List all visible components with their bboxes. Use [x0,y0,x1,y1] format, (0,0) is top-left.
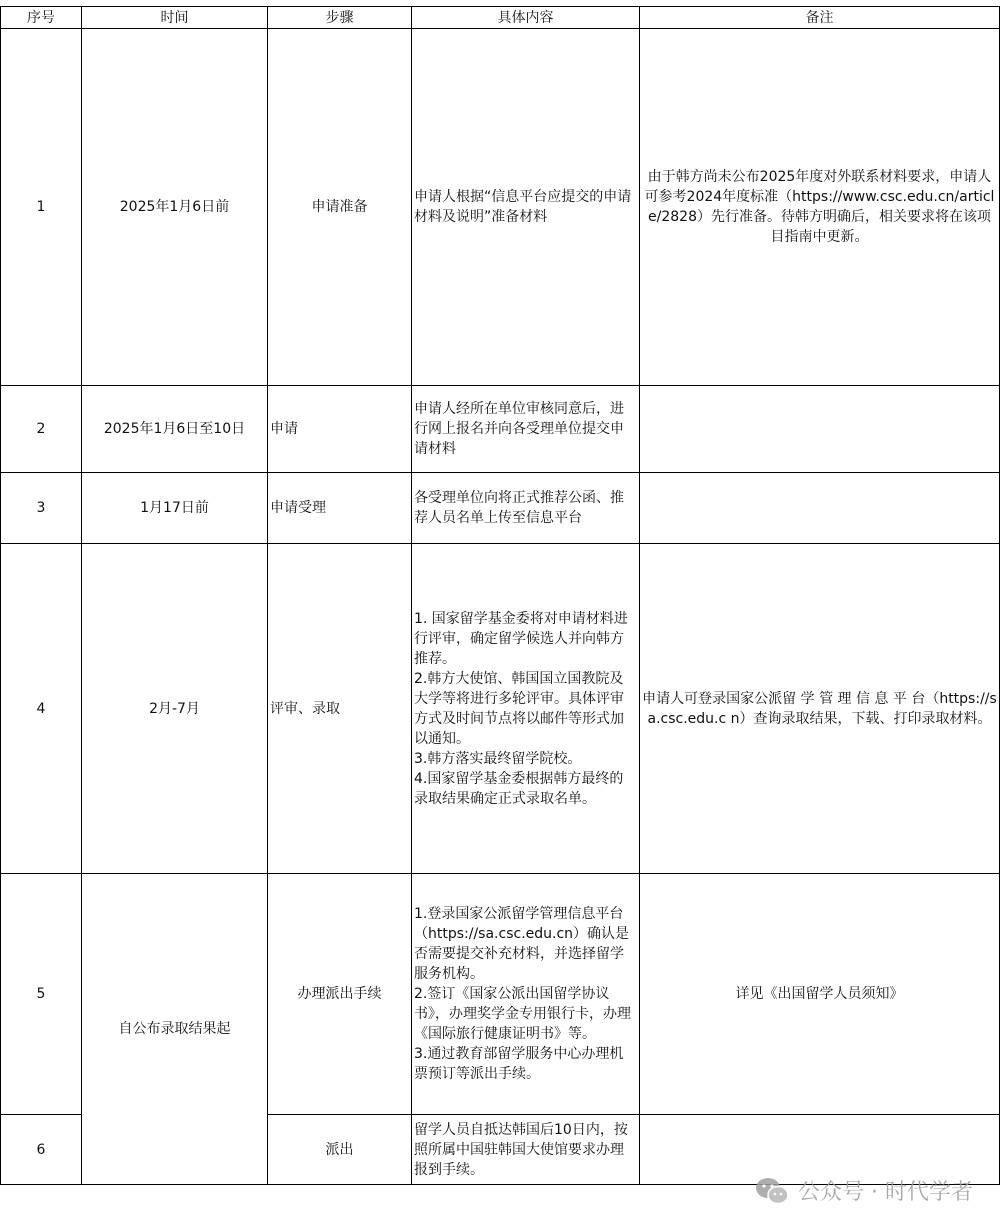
row-note [640,1115,1000,1185]
row-note [640,473,1000,544]
row-content: 各受理单位向将正式推荐公函、推荐人员名单上传至信息平台 [412,473,640,544]
row-step: 办理派出手续 [268,874,412,1115]
table-row [1,386,1000,473]
row-no: 3 [1,473,82,544]
row-time: 2025年1月6日前 [82,29,268,386]
schedule-table [0,6,1000,1185]
row-content: 1. 国家留学基金委将对申请材料进行评审，确定留学候选人并向韩方推荐。 2.韩方大使馆、韩国国立国教院及大学等将进行多轮评审。具体评审方式及时间节点将以邮件等形式加以通知。 3.韩方落实最终留学院校。 4.国家留学基金委根据韩方最终的录取结果确定正式录取名单。 [412,544,640,874]
watermark-text: 公众号 · 时代学者 [798,1180,973,1205]
row-step: 评审、录取 [268,544,412,874]
row-content: 申请人经所在单位审核同意后，进行网上报名并向各受理单位提交申请材料 [412,386,640,473]
row-time: 2月-7月 [82,544,268,874]
table-row [1,473,1000,544]
header-content: 具体内容 [412,7,640,29]
row-no: 4 [1,544,82,874]
row-time: 自公布录取结果起 [82,874,268,1185]
header-time: 时间 [82,7,268,29]
row-time: 1月17日前 [82,473,268,544]
table-row [1,29,1000,386]
row-content: 留学人员自抵达韩国后10日内，按照所属中国驻韩国大使馆要求办理报到手续。 [412,1115,640,1185]
wechat-icon [754,1176,790,1206]
header-step: 步骤 [268,7,412,29]
row-note: 详见《出国留学人员须知》 [640,874,1000,1115]
row-step: 派出 [268,1115,412,1185]
row-time: 2025年1月6日至10日 [82,386,268,473]
row-step: 申请 [268,386,412,473]
header-note: 备注 [640,7,1000,29]
row-note [640,386,1000,473]
row-no: 2 [1,386,82,473]
row-content: 1.登录国家公派留学管理信息平台（https://sa.csc.edu.cn）确认是否需要提交补充材料，并选择留学服务机构。 2.签订《国家公派出国留学协议书》，办理奖学金专用银行卡，办理《国际旅行健康证明书》等。 3.通过教育部留学服务中心办理机票预订等派出手续。 [412,874,640,1115]
row-no: 5 [1,874,82,1115]
row-no: 6 [1,1115,82,1185]
table-row [1,544,1000,874]
row-step: 申请受理 [268,473,412,544]
watermark [754,1175,973,1206]
row-step: 申请准备 [268,29,412,386]
row-no: 1 [1,29,82,386]
table-row [1,874,1000,1115]
header-no: 序号 [1,7,82,29]
header-row [1,7,1000,29]
row-content: 申请人根据“信息平台应提交的申请材料及说明”准备材料 [412,29,640,386]
row-note: 由于韩方尚未公布2025年度对外联系材料要求，申请人可参考2024年度标准（https://www.csc.edu.cn/article/2828）先行准备。待韩方明确后，相关要求将在该项目指南中更新。 [640,29,1000,386]
row-note: 申请人可登录国家公派留 学 管 理 信 息 平 台（https://sa.csc.edu.c n）查询录取结果，下载、打印录取材料。 [640,544,1000,874]
